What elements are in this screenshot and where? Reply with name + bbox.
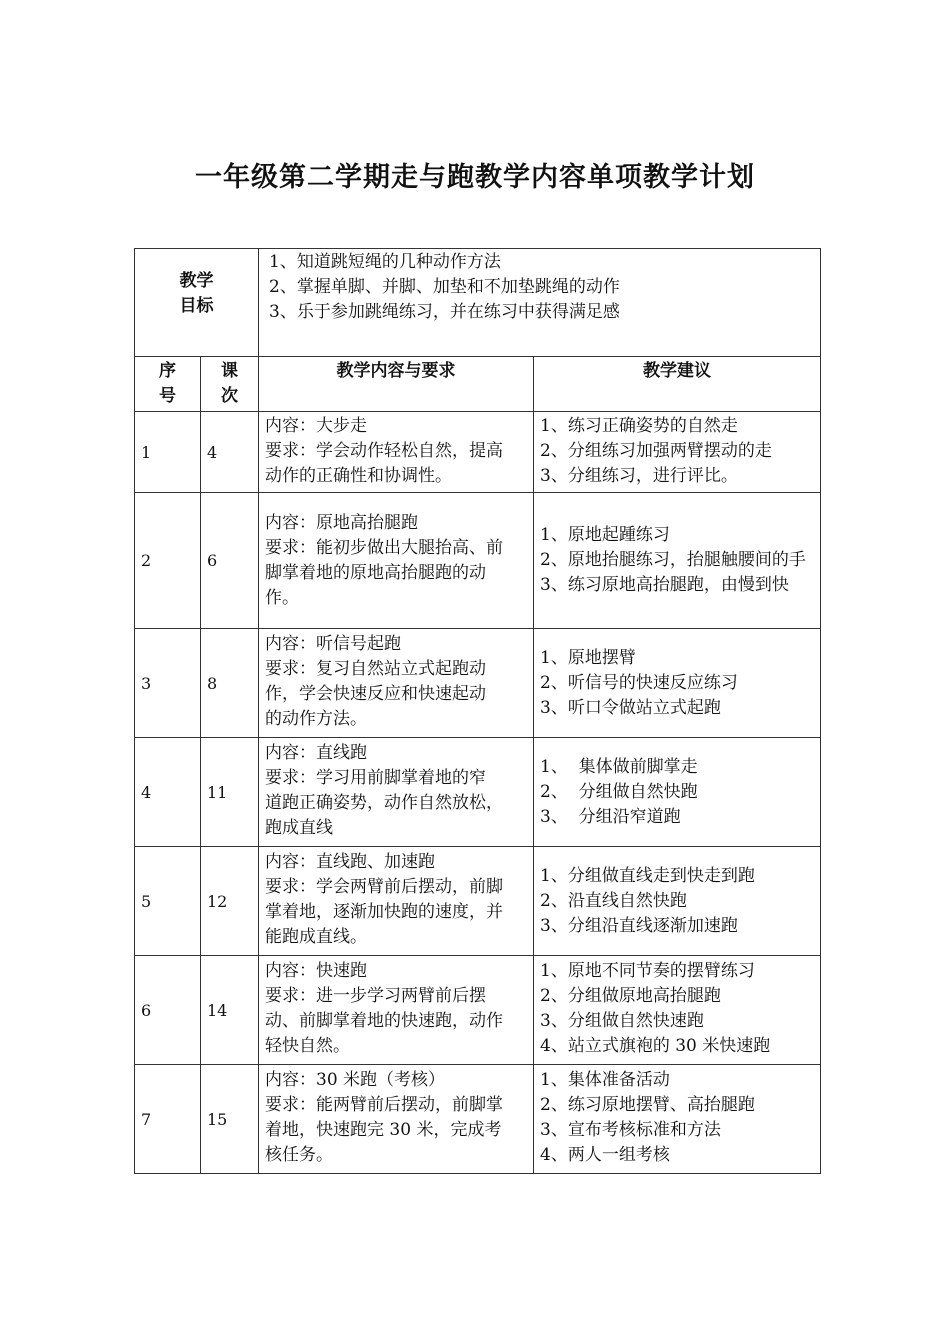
advice-cell (534, 629, 821, 738)
goal-label-line-1: 教学 (179, 271, 214, 291)
advice-line: 2、分组练习加强两臂摆动的走 (540, 441, 772, 461)
advice-line: 2、分组做原地高抬腿跑 (540, 986, 721, 1006)
advice-line: 3、宣布考核标准和方法 (540, 1120, 721, 1140)
advice-line: 3、 分组沿窄道跑 (540, 806, 681, 827)
content-line: 内容：直线跑、加速跑 (265, 852, 435, 872)
content-line: 掌着地，逐渐加快跑的速度，并 (265, 902, 503, 922)
advice-cell (534, 738, 821, 847)
advice-line: 3、练习原地高抬腿跑，由慢到快 (540, 575, 789, 595)
table-row (135, 738, 821, 847)
advice-line: 3、分组做自然快速跑 (540, 1011, 704, 1031)
lesson-header-line-2: 次 (221, 386, 238, 406)
advice-cell (534, 493, 821, 629)
goal-content-cell (259, 249, 821, 357)
seq-cell: 5 (135, 847, 201, 956)
content-cell (259, 1065, 534, 1174)
content-line: 内容：30 米跑（考核） (265, 1070, 446, 1090)
table-row (135, 493, 821, 629)
advice-cell (534, 847, 821, 956)
advice-line: 2、 分组做自然快跑 (540, 781, 698, 802)
content-line: 内容：大步走 (265, 416, 367, 436)
advice-header: 教学建议 (534, 357, 821, 412)
seq-cell: 6 (135, 956, 201, 1065)
lesson-cell: 4 (201, 412, 259, 493)
content-line: 道跑正确姿势，动作自然放松， (265, 793, 503, 813)
content-cell (259, 956, 534, 1065)
content-line: 脚掌着地的原地高抬腿跑的动 (265, 562, 486, 583)
content-line: 动作的正确性和协调性。 (265, 466, 452, 486)
lesson-cell: 14 (201, 956, 259, 1065)
advice-line: 2、听信号的快速反应练习 (540, 672, 738, 693)
advice-line: 1、练习正确姿势的自然走 (540, 416, 738, 436)
advice-line: 4、站立式旗袍的 30 米快速跑 (540, 1036, 771, 1056)
table-row (135, 629, 821, 738)
content-line: 要求：学会动作轻松自然，提高 (265, 441, 503, 461)
seq-cell: 4 (135, 738, 201, 847)
content-line: 动、前脚掌着地的快速跑，动作 (265, 1011, 503, 1031)
advice-line: 3、听口令做站立式起跑 (540, 697, 721, 718)
advice-line: 1、集体准备活动 (540, 1070, 670, 1090)
content-cell (259, 847, 534, 956)
goal-line: 1、知道跳短绳的几种动作方法 (269, 252, 501, 272)
content-line: 着地，快速跑完 30 米，完成考 (265, 1120, 502, 1140)
lesson-header-line-1: 课 (221, 361, 238, 381)
advice-line: 2、练习原地摆臂、高抬腿跑 (540, 1095, 755, 1115)
content-cell (259, 493, 534, 629)
advice-cell (534, 412, 821, 493)
content-line: 要求：学会两臂前后摆动，前脚 (265, 877, 503, 897)
goal-label-cell (135, 249, 259, 357)
lesson-cell: 6 (201, 493, 259, 629)
header-row (135, 357, 821, 412)
seq-header-line-2: 号 (159, 386, 176, 406)
advice-line: 1、原地起踵练习 (540, 525, 670, 545)
content-line: 内容：快速跑 (265, 961, 367, 981)
advice-line: 1、原地摆臂 (540, 647, 636, 668)
lesson-header (201, 357, 259, 412)
content-cell (259, 412, 534, 493)
lesson-cell: 12 (201, 847, 259, 956)
goal-line: 2、掌握单脚、并脚、加垫和不加垫跳绳的动作 (269, 277, 620, 297)
table-row (135, 847, 821, 956)
content-line: 内容：听信号起跑 (265, 634, 401, 654)
lesson-cell: 11 (201, 738, 259, 847)
content-line: 要求：复习自然站立式起跑动 (265, 659, 486, 679)
content-line: 要求：学习用前脚掌着地的窄 (265, 768, 486, 788)
page-title: 一年级第二学期走与跑教学内容单项教学计划 (195, 162, 755, 193)
content-line: 作，学会快速反应和快速起动 (265, 684, 486, 704)
advice-line: 4、两人一组考核 (540, 1145, 670, 1165)
content-cell (259, 738, 534, 847)
content-line: 的动作方法。 (265, 709, 367, 729)
content-line: 要求：能初步做出大腿抬高、前 (265, 537, 503, 558)
seq-cell: 3 (135, 629, 201, 738)
lesson-cell: 15 (201, 1065, 259, 1174)
content-line: 作。 (265, 587, 299, 608)
content-line: 要求：进一步学习两臂前后摆 (265, 986, 486, 1006)
advice-line: 3、分组沿直线逐渐加速跑 (540, 915, 738, 936)
seq-cell: 2 (135, 493, 201, 629)
lesson-cell: 8 (201, 629, 259, 738)
advice-cell (534, 1065, 821, 1174)
advice-line: 2、原地抬腿练习，抬腿触腰间的手 (540, 550, 806, 570)
teaching-plan-table (134, 248, 821, 1174)
table-row (135, 1065, 821, 1174)
content-line: 跑成直线 (265, 818, 333, 838)
content-line: 核任务。 (265, 1145, 333, 1165)
table-row (135, 412, 821, 493)
content-line: 轻快自然。 (265, 1036, 350, 1056)
advice-line: 3、分组练习，进行评比。 (540, 466, 738, 486)
goal-row (135, 249, 821, 357)
seq-cell: 7 (135, 1065, 201, 1174)
advice-line: 1、分组做直线走到快走到跑 (540, 865, 755, 886)
content-cell (259, 629, 534, 738)
advice-line: 1、原地不同节奏的摆臂练习 (540, 961, 755, 981)
advice-line: 2、沿直线自然快跑 (540, 890, 687, 911)
seq-header (135, 357, 201, 412)
content-line: 内容：原地高抬腿跑 (265, 512, 418, 533)
content-line: 能跑成直线。 (265, 927, 367, 947)
advice-cell (534, 956, 821, 1065)
content-line: 内容：直线跑 (265, 743, 367, 763)
seq-cell: 1 (135, 412, 201, 493)
advice-line: 1、 集体做前脚掌走 (540, 756, 698, 777)
table-row (135, 956, 821, 1065)
goal-label-line-2: 目标 (179, 296, 214, 316)
seq-header-line-1: 序 (159, 361, 176, 381)
content-line: 要求：能两臂前后摆动，前脚掌 (265, 1095, 503, 1115)
content-header: 教学内容与要求 (259, 357, 534, 412)
goal-line: 3、乐于参加跳绳练习，并在练习中获得满足感 (269, 302, 620, 322)
